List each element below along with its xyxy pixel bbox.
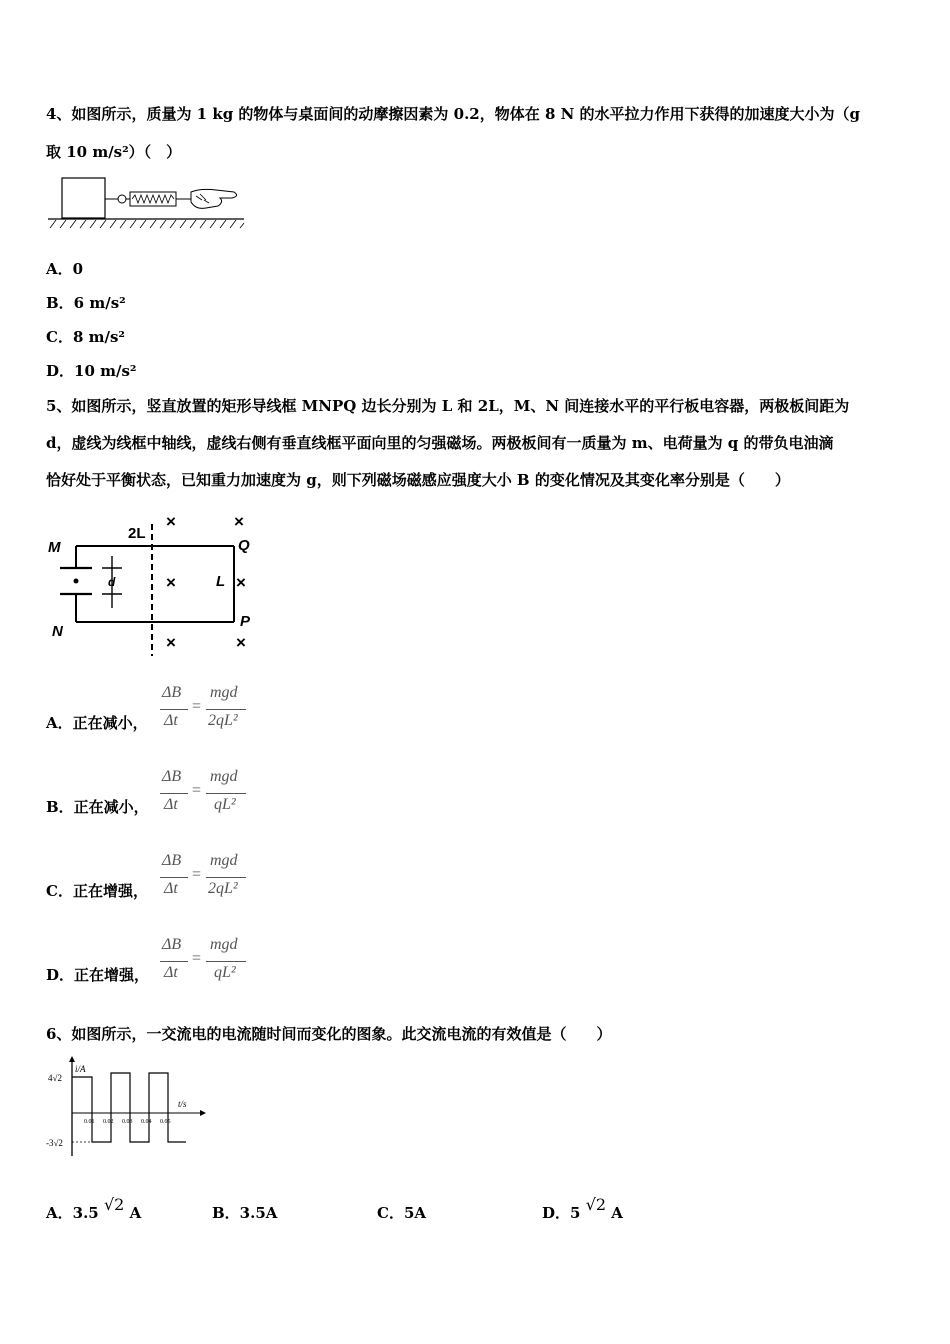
q6-option-b[interactable]: B．3.5A xyxy=(212,1204,278,1222)
q6-y-max-label: 4√2 xyxy=(48,1073,62,1083)
q5-option-c[interactable]: C．正在增强， xyxy=(46,882,148,900)
q4-option-c[interactable]: C．8 m/s² xyxy=(46,328,125,346)
q4-option-a[interactable]: A．0 xyxy=(46,260,84,278)
q6-option-a-suffix: A xyxy=(129,1204,142,1222)
q6-x-tick: 0.01 xyxy=(84,1119,95,1125)
field-cross: × xyxy=(236,573,246,592)
q6-square-wave xyxy=(72,1073,186,1142)
q5-option-b[interactable]: B．正在减小， xyxy=(46,798,149,816)
q6-x-tick: 0.03 xyxy=(122,1119,133,1125)
q6-option-d-prefix: D．5 xyxy=(542,1204,581,1222)
q5-option-c-formula: ΔB Δt = mgd 2qL² xyxy=(160,852,260,908)
q5-option-b-formula: ΔB Δt = mgd qL² xyxy=(160,768,260,824)
q5-option-d[interactable]: D．正在增强， xyxy=(46,966,150,984)
q5-label-p: P xyxy=(240,613,251,630)
q5-stem-line3: 恰好处于平衡状态，已知重力加速度为 g，则下列磁场磁感应强度大小 B 的变化情况及其变化率分别是（ ） xyxy=(46,471,790,489)
q4-block-spring-figure xyxy=(46,170,246,232)
field-cross: × xyxy=(236,633,246,652)
q5-stem-line2: d，虚线为线框中轴线，虚线右侧有垂直线框平面向里的匀强磁场。两极板间有一质量为 m、电荷量为 q 的带负电油滴 xyxy=(46,434,834,452)
q6-option-d-suffix: A xyxy=(611,1204,623,1222)
field-cross: × xyxy=(166,512,176,531)
q6-x-axis-label: t/s xyxy=(178,1099,187,1109)
q5-label-q: Q xyxy=(238,537,250,554)
q6-y-axis-label: i/A xyxy=(75,1064,86,1074)
q5-label-n: N xyxy=(52,623,63,640)
q5-option-d-formula: ΔB Δt = mgd qL² xyxy=(160,936,260,992)
q4-stem-line1: 4、如图所示，质量为 1 kg 的物体与桌面间的动摩擦因素为 0.2，物体在 8 N 的水平拉力作用下获得的加速度大小为（g xyxy=(46,105,861,123)
q5-option-a[interactable]: A．正在减小， xyxy=(46,714,148,732)
q5-label-m: M xyxy=(48,539,61,556)
field-cross: × xyxy=(166,573,176,592)
q5-label-l: L xyxy=(216,573,226,590)
q6-option-d[interactable] xyxy=(542,1195,623,1223)
field-cross: × xyxy=(166,633,176,652)
q6-x-tick: 0.04 xyxy=(141,1119,152,1125)
q6-option-d-radical: √2 xyxy=(585,1195,607,1214)
q4-option-d[interactable]: D．10 m/s² xyxy=(46,362,137,380)
q5-circuit-figure xyxy=(44,508,270,658)
q5-option-a-formula: ΔB Δt = mgd 2qL² xyxy=(160,684,260,740)
q6-option-a[interactable] xyxy=(46,1195,142,1223)
q4-option-b[interactable]: B．6 m/s² xyxy=(46,294,126,312)
q6-current-graph xyxy=(46,1056,206,1158)
q5-stem-line1: 5、如图所示，竖直放置的矩形导线框 MNPQ 边长分别为 L 和 2L，M、N 间连接水平的平行板电容器，两极板间距为 xyxy=(46,397,850,415)
field-cross: × xyxy=(234,512,244,531)
q5-label-2l: 2L xyxy=(128,525,146,542)
q6-x-tick: 0.05 xyxy=(160,1119,171,1125)
q6-y-min-label: -3√2 xyxy=(46,1138,63,1148)
q5-label-d: d xyxy=(108,575,116,589)
q6-option-c[interactable]: C．5A xyxy=(377,1204,427,1222)
q4-stem-line2: 取 10 m/s²）（ ） xyxy=(46,143,182,161)
q6-option-a-prefix: A．3.5 xyxy=(46,1204,99,1222)
q6-stem: 6、如图所示，一交流电的电流随时间而变化的图象。此交流电流的有效值是（ ） xyxy=(46,1025,612,1043)
q6-option-a-radical: √2 xyxy=(103,1195,125,1214)
q6-x-tick: 0.02 xyxy=(103,1119,114,1125)
